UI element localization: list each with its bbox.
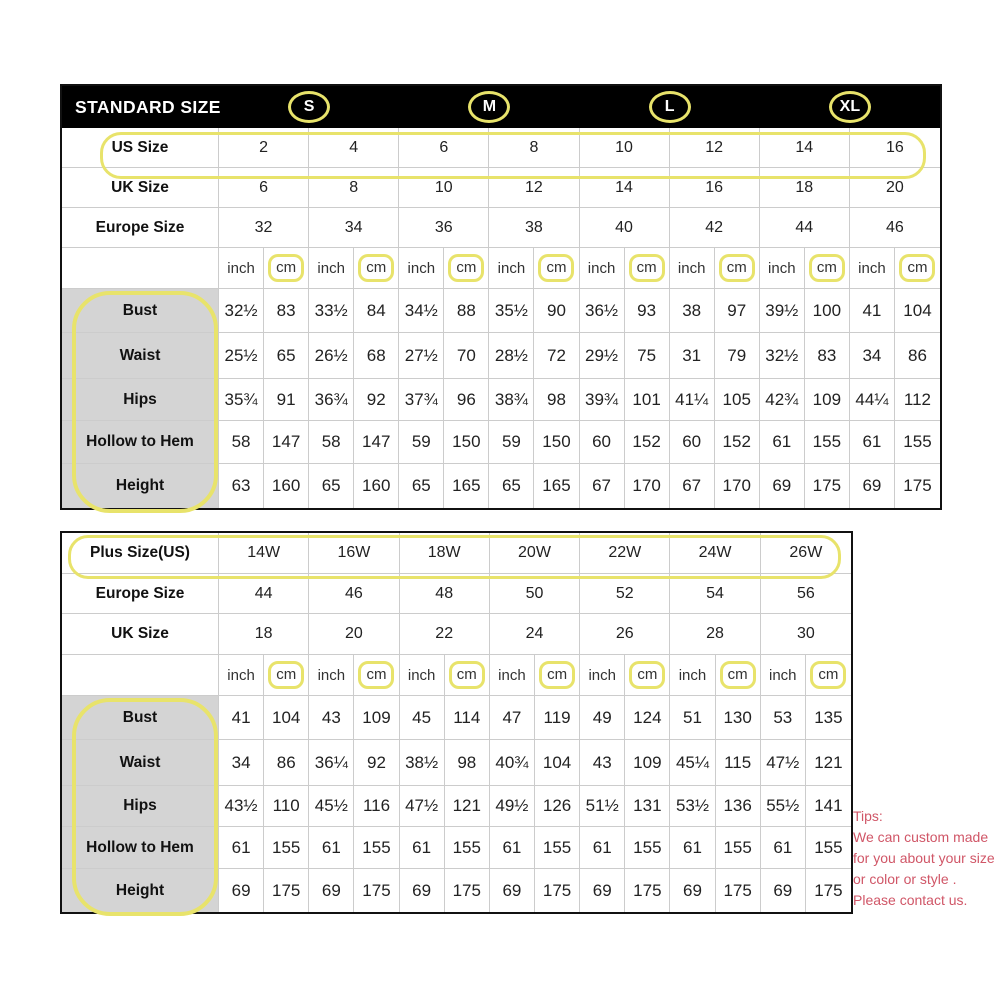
inch-value: 65 (489, 464, 534, 508)
inch-value: 65 (399, 464, 444, 508)
cm-value: 147 (264, 421, 309, 464)
cm-value: 135 (806, 696, 851, 740)
inch-value: 41¼ (670, 379, 715, 421)
inch-value: 47 (490, 696, 535, 740)
cm-value: 150 (534, 421, 579, 464)
inch-value: 61 (760, 421, 805, 464)
cm-value: 175 (716, 869, 761, 912)
inch-value: 29½ (580, 333, 625, 379)
inch-value: 61 (761, 827, 806, 869)
cm-header (354, 248, 399, 289)
standard-size-header (62, 86, 940, 128)
inch-value: 58 (309, 421, 354, 464)
inch-value: 34 (850, 333, 895, 379)
inch-value: 32½ (760, 333, 805, 379)
size-value: 38 (489, 208, 579, 248)
size-value: 4 (309, 128, 399, 168)
size-value: 36 (399, 208, 489, 248)
cm-value: 86 (895, 333, 940, 379)
cm-value: 98 (534, 379, 579, 421)
cm-value: 100 (805, 289, 850, 333)
size-value: 56 (761, 574, 851, 614)
size-value: 14 (580, 168, 670, 208)
cm-highlight-box: cm (539, 661, 575, 689)
inch-value: 39½ (760, 289, 805, 333)
size-value: 32 (219, 208, 309, 248)
measurement-label: Hips (62, 379, 219, 421)
cm-highlight-box: cm (629, 254, 665, 282)
inch-value: 34 (219, 740, 264, 786)
inch-header: inch (490, 655, 535, 696)
cm-highlight-box: cm (720, 661, 756, 689)
inch-value: 38 (670, 289, 715, 333)
cm-header (535, 655, 580, 696)
cm-value: 105 (715, 379, 760, 421)
inch-value: 60 (580, 421, 625, 464)
measurement-label: Waist (62, 333, 219, 379)
inch-value: 49 (580, 696, 625, 740)
measurement-label: Hollow to Hem (62, 827, 219, 869)
measurement-label: Waist (62, 740, 219, 786)
cm-highlight-box: cm (448, 254, 484, 282)
inch-header: inch (670, 248, 715, 289)
tips-line-3: or color or style . (853, 871, 957, 887)
inch-value: 61 (400, 827, 445, 869)
cm-header (716, 655, 761, 696)
size-value: 48 (400, 574, 490, 614)
inch-value: 61 (219, 827, 264, 869)
inch-header: inch (670, 655, 715, 696)
cm-value: 92 (354, 379, 399, 421)
standard-size-title: STANDARD SIZE (75, 96, 221, 117)
inch-value: 69 (219, 869, 264, 912)
size-value: 6 (399, 128, 489, 168)
size-value: 50 (490, 574, 580, 614)
cm-value: 155 (445, 827, 490, 869)
cm-value: 65 (264, 333, 309, 379)
inch-value: 69 (400, 869, 445, 912)
inch-value: 61 (670, 827, 715, 869)
cm-header (445, 655, 490, 696)
cm-value: 155 (805, 421, 850, 464)
cm-value: 175 (625, 869, 670, 912)
inch-header: inch (580, 655, 625, 696)
cm-highlight-box: cm (719, 254, 755, 282)
inch-value: 53½ (670, 786, 715, 827)
size-value: 46 (850, 208, 940, 248)
plus-size-grid (62, 533, 851, 912)
cm-value: 93 (625, 289, 670, 333)
inch-header: inch (850, 248, 895, 289)
cm-highlight-box: cm (810, 661, 846, 689)
measurement-label: Bust (62, 696, 219, 740)
tips-note (853, 806, 995, 911)
cm-value: 121 (445, 786, 490, 827)
cm-highlight-box: cm (268, 254, 304, 282)
size-value: 20 (309, 614, 399, 655)
cm-value: 175 (805, 464, 850, 508)
size-value: 16 (850, 128, 940, 168)
inch-value: 49½ (490, 786, 535, 827)
inch-value: 35½ (489, 289, 534, 333)
size-value: 6 (219, 168, 309, 208)
cm-value: 72 (534, 333, 579, 379)
cm-header (806, 655, 851, 696)
cm-value: 175 (354, 869, 399, 912)
size-value: 26 (580, 614, 670, 655)
inch-value: 33½ (309, 289, 354, 333)
measurement-label: Height (62, 464, 219, 508)
size-value: 8 (489, 128, 579, 168)
size-value: 8 (309, 168, 399, 208)
cm-highlight-box: cm (358, 254, 394, 282)
cm-value: 155 (354, 827, 399, 869)
size-value: 16 (670, 168, 760, 208)
standard-size-grid (62, 128, 940, 508)
cm-value: 155 (716, 827, 761, 869)
unit-row-label (62, 248, 219, 289)
cm-value: 70 (444, 333, 489, 379)
inch-value: 61 (850, 421, 895, 464)
cm-value: 130 (716, 696, 761, 740)
cm-value: 109 (625, 740, 670, 786)
cm-value: 152 (715, 421, 760, 464)
cm-value: 155 (535, 827, 580, 869)
inch-value: 31 (670, 333, 715, 379)
inch-value: 69 (309, 869, 354, 912)
cm-value: 114 (445, 696, 490, 740)
size-value: 18 (760, 168, 850, 208)
cm-value: 116 (354, 786, 399, 827)
row-label: Europe Size (62, 208, 219, 248)
cm-value: 98 (445, 740, 490, 786)
tips-line-1: We can custom made (853, 829, 989, 845)
measurement-label: Hips (62, 786, 219, 827)
row-label: US Size (62, 128, 219, 168)
cm-value: 136 (716, 786, 761, 827)
inch-value: 41 (850, 289, 895, 333)
cm-value: 175 (806, 869, 851, 912)
cm-value: 170 (715, 464, 760, 508)
inch-header: inch (400, 655, 445, 696)
inch-header: inch (219, 248, 264, 289)
inch-value: 53 (761, 696, 806, 740)
plus-size-table (60, 531, 853, 914)
measurement-label: Hollow to Hem (62, 421, 219, 464)
cm-value: 75 (625, 333, 670, 379)
inch-value: 59 (399, 421, 444, 464)
size-value: 24 (490, 614, 580, 655)
unit-row-label (62, 655, 219, 696)
size-letter-l-highlight-oval: L (649, 91, 691, 123)
inch-value: 69 (850, 464, 895, 508)
cm-header (264, 655, 309, 696)
cm-value: 92 (354, 740, 399, 786)
inch-value: 61 (580, 827, 625, 869)
measurement-label: Bust (62, 289, 219, 333)
size-value: 10 (399, 168, 489, 208)
size-value: 28 (670, 614, 760, 655)
size-group-m (399, 91, 579, 123)
size-value: 46 (309, 574, 399, 614)
inch-value: 38½ (400, 740, 445, 786)
size-value: 22W (580, 533, 670, 574)
cm-value: 155 (625, 827, 670, 869)
inch-value: 45 (400, 696, 445, 740)
inch-header: inch (219, 655, 264, 696)
cm-value: 91 (264, 379, 309, 421)
cm-header (625, 655, 670, 696)
inch-value: 59 (489, 421, 534, 464)
cm-header (534, 248, 579, 289)
inch-value: 36¼ (309, 740, 354, 786)
size-value: 20 (850, 168, 940, 208)
inch-header: inch (489, 248, 534, 289)
cm-value: 83 (805, 333, 850, 379)
inch-value: 45¼ (670, 740, 715, 786)
inch-value: 67 (580, 464, 625, 508)
cm-highlight-box: cm (268, 661, 304, 689)
cm-value: 84 (354, 289, 399, 333)
inch-value: 67 (670, 464, 715, 508)
cm-value: 104 (895, 289, 940, 333)
size-value: 18 (219, 614, 309, 655)
row-label: Plus Size(US) (62, 533, 219, 574)
inch-value: 26½ (309, 333, 354, 379)
cm-value: 165 (534, 464, 579, 508)
cm-value: 86 (264, 740, 309, 786)
inch-value: 69 (760, 464, 805, 508)
size-value: 54 (670, 574, 760, 614)
inch-value: 47½ (400, 786, 445, 827)
size-value: 2 (219, 128, 309, 168)
cm-value: 90 (534, 289, 579, 333)
measurement-label: Height (62, 869, 219, 912)
cm-value: 119 (535, 696, 580, 740)
cm-value: 155 (895, 421, 940, 464)
size-value: 22 (400, 614, 490, 655)
size-value: 14W (219, 533, 309, 574)
inch-value: 40¾ (490, 740, 535, 786)
cm-header (625, 248, 670, 289)
cm-value: 150 (444, 421, 489, 464)
tips-line-2: for you about your size (853, 850, 995, 866)
size-value: 12 (489, 168, 579, 208)
cm-highlight-box: cm (449, 661, 485, 689)
cm-header (895, 248, 940, 289)
size-value: 42 (670, 208, 760, 248)
cm-value: 155 (264, 827, 309, 869)
inch-value: 38¾ (489, 379, 534, 421)
cm-value: 175 (264, 869, 309, 912)
inch-value: 69 (490, 869, 535, 912)
size-value: 40 (580, 208, 670, 248)
size-letter-s-highlight-oval: S (288, 91, 330, 123)
cm-value: 170 (625, 464, 670, 508)
inch-value: 58 (219, 421, 264, 464)
size-value: 18W (400, 533, 490, 574)
inch-value: 41 (219, 696, 264, 740)
size-letter-xl-highlight-oval: XL (829, 91, 871, 123)
inch-value: 27½ (399, 333, 444, 379)
inch-value: 43 (580, 740, 625, 786)
size-value: 44 (760, 208, 850, 248)
inch-value: 51½ (580, 786, 625, 827)
inch-value: 61 (309, 827, 354, 869)
cm-value: 115 (716, 740, 761, 786)
inch-value: 28½ (489, 333, 534, 379)
row-label: UK Size (62, 614, 219, 655)
cm-highlight-box: cm (358, 661, 394, 689)
size-value: 26W (761, 533, 851, 574)
cm-header (715, 248, 760, 289)
inch-value: 60 (670, 421, 715, 464)
size-group-l (580, 91, 760, 123)
row-label: UK Size (62, 168, 219, 208)
size-value: 24W (670, 533, 760, 574)
inch-value: 47½ (761, 740, 806, 786)
cm-highlight-box: cm (809, 254, 845, 282)
size-letter-m-highlight-oval: M (468, 91, 510, 123)
cm-value: 175 (535, 869, 580, 912)
cm-highlight-box: cm (629, 661, 665, 689)
cm-header (264, 248, 309, 289)
inch-value: 42¾ (760, 379, 805, 421)
inch-value: 43 (309, 696, 354, 740)
tips-title: Tips: (853, 808, 883, 824)
tips-line-4: Please contact us. (853, 892, 968, 908)
inch-value: 63 (219, 464, 264, 508)
cm-value: 131 (625, 786, 670, 827)
cm-value: 79 (715, 333, 760, 379)
standard-size-table (60, 84, 942, 510)
size-group-s (219, 91, 399, 123)
inch-header: inch (309, 655, 354, 696)
inch-value: 32½ (219, 289, 264, 333)
cm-value: 109 (805, 379, 850, 421)
cm-header (805, 248, 850, 289)
inch-header: inch (760, 248, 805, 289)
inch-value: 25½ (219, 333, 264, 379)
cm-value: 97 (715, 289, 760, 333)
inch-value: 61 (490, 827, 535, 869)
cm-value: 124 (625, 696, 670, 740)
size-value: 34 (309, 208, 399, 248)
inch-value: 44¼ (850, 379, 895, 421)
size-value: 30 (761, 614, 851, 655)
cm-value: 152 (625, 421, 670, 464)
row-label: Europe Size (62, 574, 219, 614)
size-value: 20W (490, 533, 580, 574)
size-value: 44 (219, 574, 309, 614)
cm-value: 141 (806, 786, 851, 827)
cm-value: 68 (354, 333, 399, 379)
inch-value: 37¾ (399, 379, 444, 421)
cm-value: 88 (444, 289, 489, 333)
inch-value: 45½ (309, 786, 354, 827)
inch-value: 55½ (761, 786, 806, 827)
cm-value: 160 (264, 464, 309, 508)
inch-value: 69 (580, 869, 625, 912)
cm-value: 109 (354, 696, 399, 740)
inch-value: 36½ (580, 289, 625, 333)
cm-value: 160 (354, 464, 399, 508)
cm-value: 147 (354, 421, 399, 464)
cm-highlight-box: cm (899, 254, 935, 282)
cm-value: 112 (895, 379, 940, 421)
cm-header (354, 655, 399, 696)
inch-value: 69 (761, 869, 806, 912)
inch-header: inch (399, 248, 444, 289)
inch-header: inch (580, 248, 625, 289)
inch-value: 34½ (399, 289, 444, 333)
size-group-xl (760, 91, 940, 123)
size-value: 52 (580, 574, 670, 614)
inch-value: 51 (670, 696, 715, 740)
cm-value: 175 (445, 869, 490, 912)
cm-value: 104 (264, 696, 309, 740)
inch-header: inch (761, 655, 806, 696)
size-value: 14 (760, 128, 850, 168)
cm-value: 175 (895, 464, 940, 508)
inch-value: 43½ (219, 786, 264, 827)
inch-value: 35¾ (219, 379, 264, 421)
size-value: 12 (670, 128, 760, 168)
inch-value: 36¾ (309, 379, 354, 421)
cm-value: 83 (264, 289, 309, 333)
cm-value: 110 (264, 786, 309, 827)
cm-value: 104 (535, 740, 580, 786)
inch-value: 65 (309, 464, 354, 508)
cm-value: 165 (444, 464, 489, 508)
cm-value: 155 (806, 827, 851, 869)
inch-header: inch (309, 248, 354, 289)
cm-value: 121 (806, 740, 851, 786)
size-value: 16W (309, 533, 399, 574)
size-value: 10 (580, 128, 670, 168)
cm-value: 126 (535, 786, 580, 827)
inch-value: 69 (670, 869, 715, 912)
cm-highlight-box: cm (538, 254, 574, 282)
cm-header (444, 248, 489, 289)
cm-value: 101 (625, 379, 670, 421)
cm-value: 96 (444, 379, 489, 421)
inch-value: 39¾ (580, 379, 625, 421)
